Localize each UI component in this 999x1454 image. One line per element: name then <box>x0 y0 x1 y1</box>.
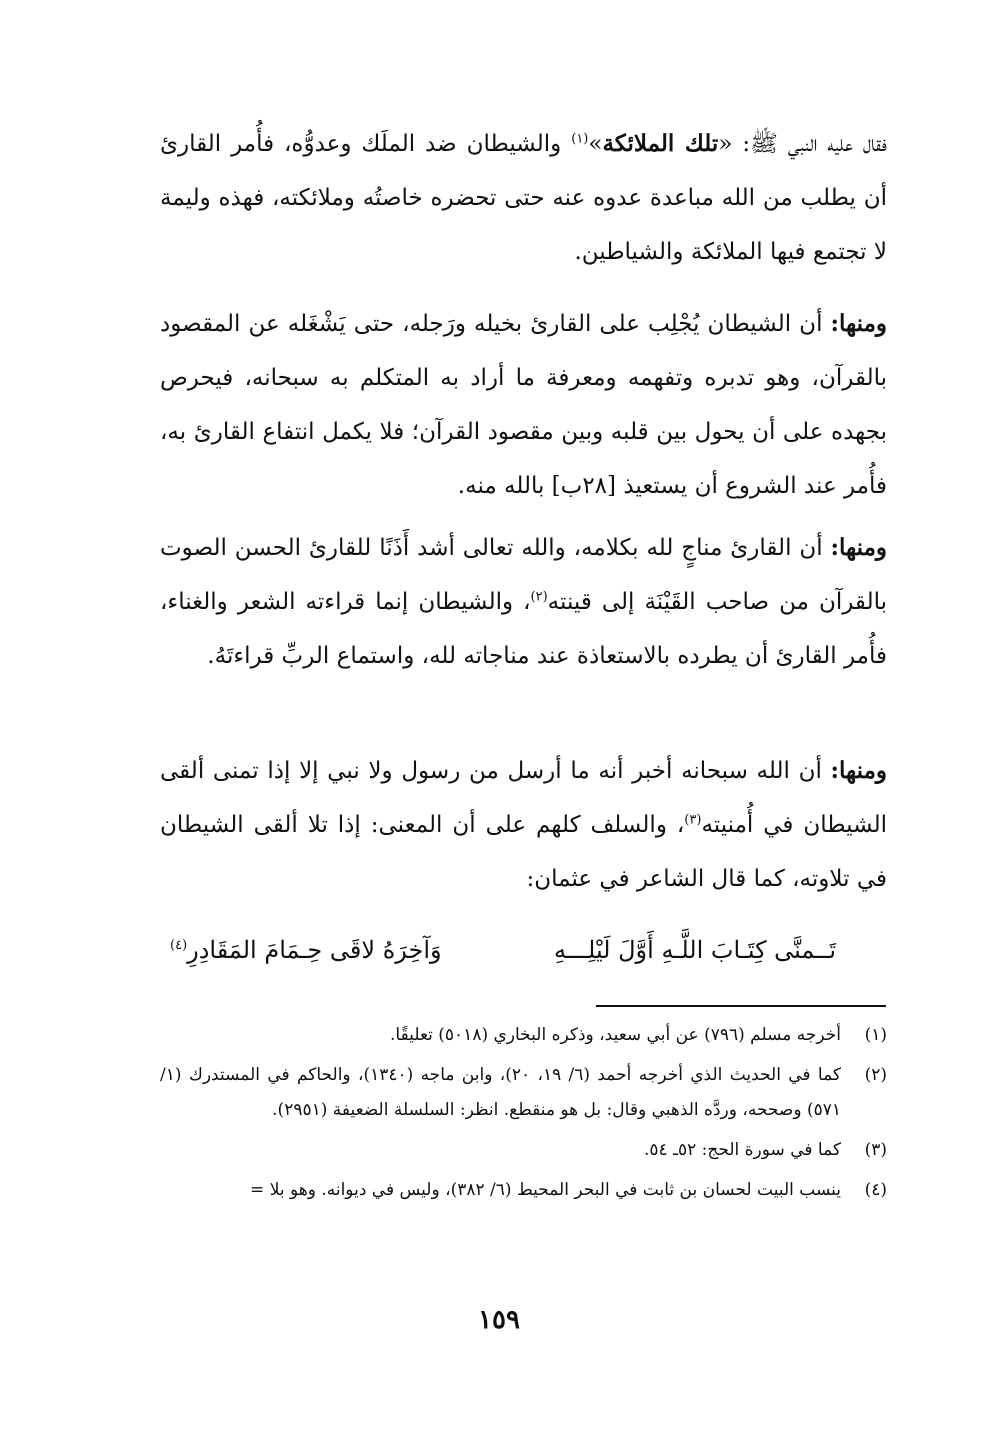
paragraph-2 <box>160 297 887 513</box>
paragraph-3 <box>160 521 887 683</box>
footnote-ref-3[interactable]: (٣) <box>684 812 702 828</box>
footnote-text: أخرجه مسلم (٧٩٦) عن أبي سعيد، وذكره البخاري (٥٠١٨) تعليقًا. <box>390 1025 841 1045</box>
footnote-number: (٣) <box>864 1140 887 1160</box>
footnote-text: كما في سورة الحج: ٥٢ـ ٥٤. <box>643 1140 841 1160</box>
verse-second-hemistich-wrap <box>170 922 442 978</box>
footnote-text: ينسب البيت لحسان بن ثابت في البحر المحيط (٦/ ٣٨٢)، وليس في ديوانه. وهو بلا = <box>250 1180 841 1200</box>
paragraph-1 <box>160 117 887 279</box>
paragraph-1-bold-phrase: تلك الملائكة <box>602 130 719 157</box>
paragraph-1-text-a: فقال عليه النبي ﷺ: « <box>718 131 887 157</box>
paragraph-2-text: أن الشيطان يُجْلِب على القارئ بخيله ورَجله، حتى يَشْغَله عن المقصود بالقرآن، وهو تدبره وتفهمه ومعرفة ما أراد به المتكلم به سبحانه، فيحرص بجهده على أن يحول بين قلبه وبين مقصود القرآن؛ فلا يكمل انتفاع القارئ به، فأُمر عند الشروع أن يستعيذ [٢٨ب] بالله منه. <box>160 311 887 499</box>
paragraph-3-text-a: أن القارئ مناجٍ لله بكلامه، والله تعالى أشد أَذَنًا للقارئ الحسن الصوت بالقرآن من صاحب القَيْنَة إلى قينته <box>160 535 887 615</box>
footnote-1 <box>160 1018 887 1053</box>
paragraph-4-lead: ومنها: <box>830 757 887 784</box>
footnote-number: (٢) <box>864 1065 887 1085</box>
footnote-number: (١) <box>864 1025 887 1045</box>
footnote-4 <box>160 1173 887 1208</box>
paragraph-3-text-b: ، والشيطان إنما قراءته الشعر والغناء، فأُمر القارئ أن يطرده بالاستعاذة عند مناجاته لله، واستماع الربِّ قراءتَهُ. <box>160 589 887 669</box>
footnote-ref-1[interactable]: (١) <box>571 131 589 147</box>
paragraph-2-lead: ومنها: <box>830 310 887 337</box>
paragraph-4-text-b: ، والسلف كلهم على أن المعنى: إذا تلا ألقى الشيطان في تلاوته، كما قال الشاعر في عثمان: <box>160 812 887 892</box>
paragraph-1-text-b: » <box>588 131 603 157</box>
footnote-ref-4[interactable]: (٤) <box>170 938 188 953</box>
poetry-verse <box>170 922 836 982</box>
paragraph-4-text-a: أن الله سبحانه أخبر أنه ما أرسل من رسول ولا نبي إلا إذا تمنى ألقى الشيطان في أُمنيته <box>160 758 887 838</box>
footnote-divider <box>596 1005 886 1007</box>
paragraph-3-lead: ومنها: <box>830 534 887 561</box>
footnote-3 <box>160 1133 887 1168</box>
footnotes-section <box>160 1018 887 1213</box>
footnote-2 <box>160 1058 887 1128</box>
footnote-text: كما في الحديث الذي أخرجه أحمد (٦/ ١٩، ٢٠)، وابن ماجه (١٣٤٠)، والحاكم في المستدرك (١/ ٥٧١) وصححه، وردَّه الذهبي وقال: بل هو منقطع. انظر: السلسلة الضعيفة (٢٩٥١). <box>160 1065 841 1120</box>
paragraph-4 <box>160 744 887 906</box>
paragraph-1-text-c: والشيطان ضد الملَك وعدوُّه، فأُمر القارئ أن يطلب من الله مباعدة عدوه عنه حتى تحضره خاصتُه وملائكته، فهذه وليمة لا تجتمع فيها الملائكة والشياطين. <box>160 131 887 265</box>
verse-first-hemistich: تَــمنَّى كِتَـابَ اللَّـهِ أَوَّلَ لَيْلِـــهِ <box>554 936 836 964</box>
verse-second-hemistich: وَآخِرَهُ لاقَى حِـمَامَ المَقَادِرِ <box>187 936 442 964</box>
page-number: ١٥٩ <box>478 1305 520 1335</box>
footnote-ref-2[interactable]: (٢) <box>530 589 548 605</box>
footnote-number: (٤) <box>864 1180 887 1200</box>
